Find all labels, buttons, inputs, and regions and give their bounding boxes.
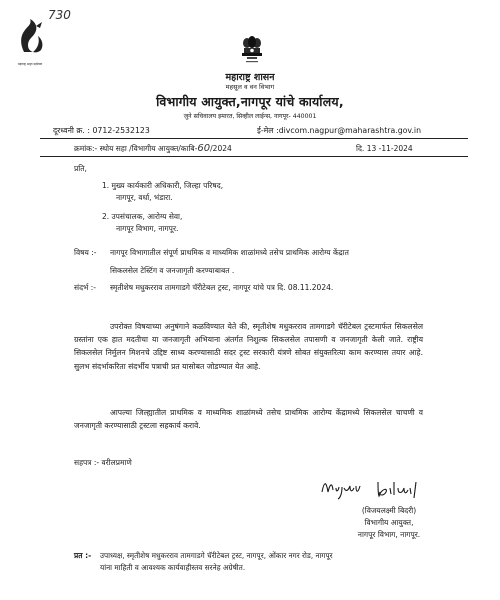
recipient-1-line2: नागपूर, वर्धा, भंडारा. [116, 193, 173, 202]
header-divider [40, 138, 468, 139]
signature-graphic [318, 474, 428, 502]
reference-year: /2024 [210, 144, 232, 153]
recipient-2-line1: 2. उपसंचालक, आरोग्य सेवा, [102, 212, 183, 221]
state-title: महाराष्ट्र शासन [225, 72, 275, 83]
copy-to-label: प्रत :- [74, 551, 92, 560]
subject-line2: सिकलसेल टेस्टिंग व जनजागृती करण्याबाबत . [110, 266, 235, 275]
reference-divider [40, 156, 468, 157]
handwritten-file-number: 730 [48, 8, 71, 22]
copy-to-line1: उपाध्यक्ष, स्मृतीशेष मधुकरराव तामगाडगे चॅरीटेबल ट्रस्ट, नागपूर, ओंकार नगर रोड, नागपूर [100, 551, 333, 560]
recipient-2-line2: नागपूर विभाग, नागपूर. [116, 224, 179, 233]
handwritten-signature [318, 474, 428, 502]
enclosure-label: सहपत्र :- वरीलप्रमाणे [74, 458, 132, 467]
office-title: विभागीय आयुक्त,नागपूर यांचे कार्यालय, [156, 94, 344, 109]
logo-caption: महाराष्ट्र अमृत महोत्सव [17, 62, 43, 66]
reference-handwritten-number: 60 [197, 143, 211, 154]
prati-label: प्रति, [74, 164, 87, 173]
copy-to-line2: यांना माहिती व आवश्यक कार्यवाहीस्तव सरनेह अग्रेषीत. [100, 563, 246, 572]
signatory-name: (विजयलक्ष्मी बिदरी) [361, 506, 417, 515]
amrit-mahotsav-logo [16, 14, 50, 66]
recipient-1-line1: 1. मुख्य कार्यकारी अधिकारी, जिल्हा परिषद, [102, 181, 224, 190]
subject-line1: नागपूर विभागातील संपूर्ण प्राथमिक व माध्यमिक शाळांमध्ये तसेच प्राथमिक आरोग्य केंद्रात [110, 248, 349, 257]
date-prefix: दि. [356, 144, 365, 153]
reference-text: स्मृतीशेष मधुकरराव तामगाडगे चॅरीटेबल ट्रस्ट, नागपूर यांचे पत्र दि. 08.11.2024. [110, 283, 334, 292]
office-address: जुने सचिवालय इमारत, सिव्हील लाईन्स, नागपूर- 440001 [183, 113, 317, 120]
signatory-designation: विभागीय आयुक्त, [364, 518, 414, 527]
signatory-location: नागपूर विभाग, नागपूर. [357, 530, 421, 539]
reference-number [74, 144, 232, 154]
national-emblem [238, 34, 266, 70]
ashoka-emblem-icon [238, 34, 266, 70]
date-value: 13 -11-2024 [366, 144, 413, 153]
email-address: ई-मेल :divcom.nagpur@maharashtra.gov.in [257, 126, 422, 135]
reference-label: संदर्भ :- [74, 283, 96, 292]
letter-date [356, 144, 413, 154]
reference-number-text: क्रमांक:- स्थोय सहा /विभागीय आयुक्त/काबि- [74, 144, 198, 153]
paragraph-1: उपरोक्त विषयाच्या अनुषंगाने कळविण्यात येते की, स्मृतीशेष मधुकरराव तामगाडगे चॅरीटेबल ट्रस्टमार्फत सिकलसेल ग्रस्तांना एक हात मदतीचा या जनजागृती अभियाना अंतर्गत निशुल्क सिकलसेल तपासणी व जनजागृती केली जाते. राष्ट्रीय सिकलसेल निर्मुलन मिशनचे उद्दिष्ट साध्य करण्यासाठी सदर ट्रस्ट सरकारी यंत्रणे सोबत संयुक्तरित्या काम करण्यास तयार आहे. सुलभ संदर्भाकरिता संदर्भीय पत्राची प्रत यासोबत जोडण्यात येत आहे. [74, 322, 423, 371]
department-title: महसूल व वन विभाग [225, 83, 275, 91]
amrit-mahotsav-logo-icon [16, 14, 50, 58]
paragraph-2: आपल्या जिल्ह्यातील प्राथमिक व माध्यमिक शाळांमध्ये तसेच प्राथमिक आरोग्य केंद्रामध्ये सिकलसेल चाचणी व जनजागृती करण्यासाठी ट्रस्टला सहकार्य करावे. [74, 408, 423, 431]
subject-label: विषय :- [74, 248, 97, 257]
phone-number: दूरध्वनी क्र. : 0712-2532123 [53, 126, 150, 135]
